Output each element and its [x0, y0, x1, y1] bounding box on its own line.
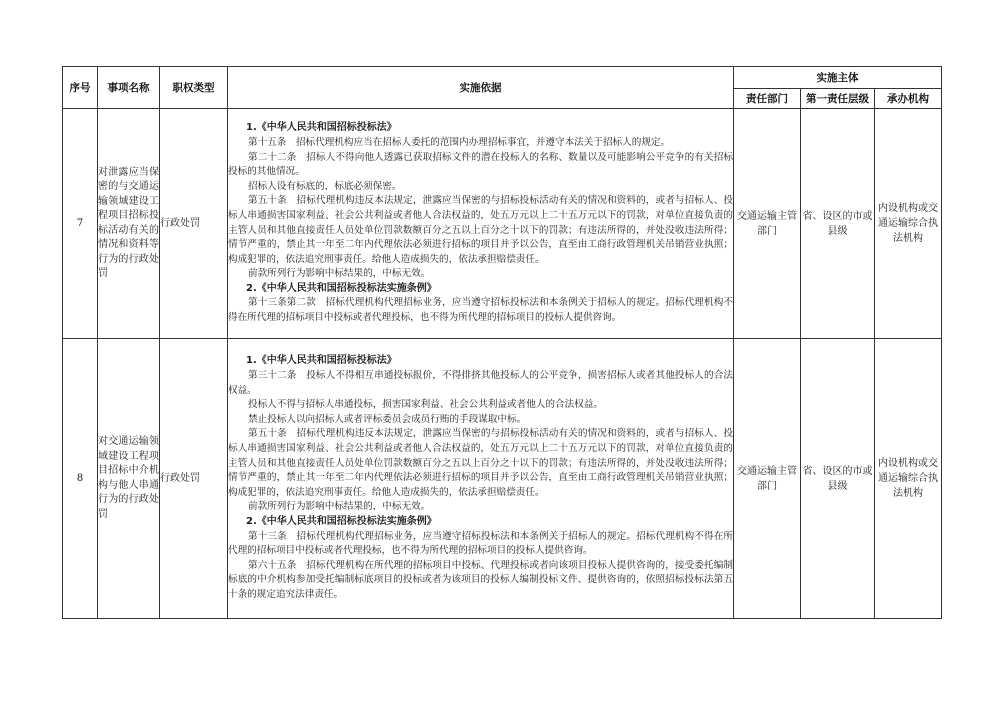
basis-paragraph: 第十五条 招标代理机构应当在招标人委托的范围内办理招标事宜，并遵守本法关于招标人的规定。 [248, 136, 671, 148]
header-seq: 序号 [63, 67, 98, 109]
row-seq: 7 [63, 109, 98, 339]
row-level: 省、设区的市或县级 [801, 109, 875, 339]
row-dept: 交通运输主管部门 [734, 339, 801, 619]
basis-law-title: 2.《中华人民共和国招标投标法实施条例》 [246, 282, 437, 294]
table-row [63, 339, 942, 619]
header-level: 第一责任层级 [801, 89, 875, 109]
row-basis [228, 339, 734, 619]
row-agency: 内设机构或交通运输综合执法机构 [875, 339, 942, 619]
basis-paragraph: 前款所列行为影响中标结果的，中标无效。 [248, 501, 431, 513]
table-row [63, 109, 942, 339]
basis-paragraph: 前款所列行为影响中标结果的，中标无效。 [248, 268, 431, 280]
basis-paragraph: 第十三条 招标代理机构代理招标业务，应当遵守招标投标法和本条例关于招标人的规定。招标代理机构不得在所代理的招标项目中投标或者代理投标，也不得为所代理的招标项目的投标人提供咨询。 [228, 530, 733, 557]
row-item-name: 对交通运输领域建设工程项目招标中介机构与他人串通行为的行政处罚 [98, 339, 160, 619]
basis-paragraph: 第二十二条 招标人不得向他人透露已获取招标文件的潜在投标人的名称、数量以及可能影响公平竞争的有关招标投标的其他情况。 [228, 151, 733, 178]
row-item-name: 对泄露应当保密的与交通运输领域建设工程项目招标投标活动有关的情况和资料等行为的行政处罚 [98, 109, 160, 339]
basis-paragraph: 第十三条第二款 招标代理机构代理招标业务，应当遵守招标投标法和本条例关于招标人的规定。招标代理机构不得在所代理的招标项目中投标或者代理投标，也不得为所代理的招标项目的投标人提供咨询。 [228, 297, 733, 324]
row-power-type: 行政处罚 [160, 339, 228, 619]
row-dept: 交通运输主管部门 [734, 109, 801, 339]
basis-law-title: 1.《中华人民共和国招标投标法》 [246, 122, 397, 134]
basis-paragraph: 投标人不得与招标人串通投标，损害国家利益、社会公共利益或者他人的合法权益。 [248, 399, 603, 411]
basis-paragraph: 招标人设有标底的，标底必须保密。 [248, 180, 402, 192]
header-power-type: 职权类型 [160, 67, 228, 109]
header-basis: 实施依据 [228, 67, 734, 109]
basis-paragraph: 禁止投标人以向招标人或者评标委员会成员行贿的手段谋取中标。 [248, 413, 527, 425]
header-subject: 实施主体 [734, 67, 942, 89]
basis-paragraph: 第六十五条 招标代理机构在所代理的招标项目中投标、代理投标或者向该项目投标人提供咨询的，接受委托编制标底的中介机构参加受托编制标底项目的投标或者为该项目的投标人编制投标文件、提供咨询的，依照招标投标法第五十条的规定追究法律责任。 [228, 559, 733, 600]
header-name: 事项名称 [98, 67, 160, 109]
row-level: 省、设区的市或县级 [801, 339, 875, 619]
header-dept: 责任部门 [734, 89, 801, 109]
basis-law-title: 1.《中华人民共和国招标投标法》 [246, 355, 397, 367]
power-list-table [62, 66, 942, 619]
row-basis [228, 109, 734, 339]
row-power-type: 行政处罚 [160, 109, 228, 339]
header-agency: 承办机构 [875, 89, 942, 109]
basis-paragraph: 第三十二条 投标人不得相互串通投标报价，不得排挤其他投标人的公平竞争，损害招标人或者其他投标人的合法权益。 [228, 370, 733, 396]
row-agency: 内设机构或交通运输综合执法机构 [875, 109, 942, 339]
basis-law-title: 2.《中华人民共和国招标投标法实施条例》 [246, 515, 437, 527]
row-seq: 8 [63, 339, 98, 619]
basis-paragraph: 第五十条 招标代理机构违反本法规定，泄露应当保密的与招标投标活动有关的情况和资料的，或者与招标人、投标人串通损害国家利益、社会公共利益或者他人合法权益的，处五万元以上二十五万元以下的罚款，对单位直接负责的主管人员和其他直接责任人员处单位罚款数额百分之五以上百分之十以下的罚款；有违法所得的，并处没收违法所得；情节严重的，禁止其一年至二年内代理依法必须进行招标的项目并予以公告，直至由工商行政管理机关吊销营业执照；构成犯罪的，依法追究刑事责任。给他人造成损失的，依法承担赔偿责任。 [228, 428, 733, 498]
basis-paragraph: 第五十条 招标代理机构违反本法规定，泄露应当保密的与招标投标活动有关的情况和资料的，或者与招标人、投标人串通损害国家利益、社会公共利益或者他人合法权益的，处五万元以上二十五万元以下的罚款，对单位直接负责的主管人员和其他直接责任人员处单位罚款数额百分之五以上百分之十以下的罚款；有违法所得的，并处没收违法所得；情节严重的，禁止其一年至二年内代理依法必须进行招标的项目并予以公告，直至由工商行政管理机关吊销营业执照；构成犯罪的，依法追究刑事责任。给他人造成损失的，依法承担赔偿责任。 [228, 195, 733, 265]
